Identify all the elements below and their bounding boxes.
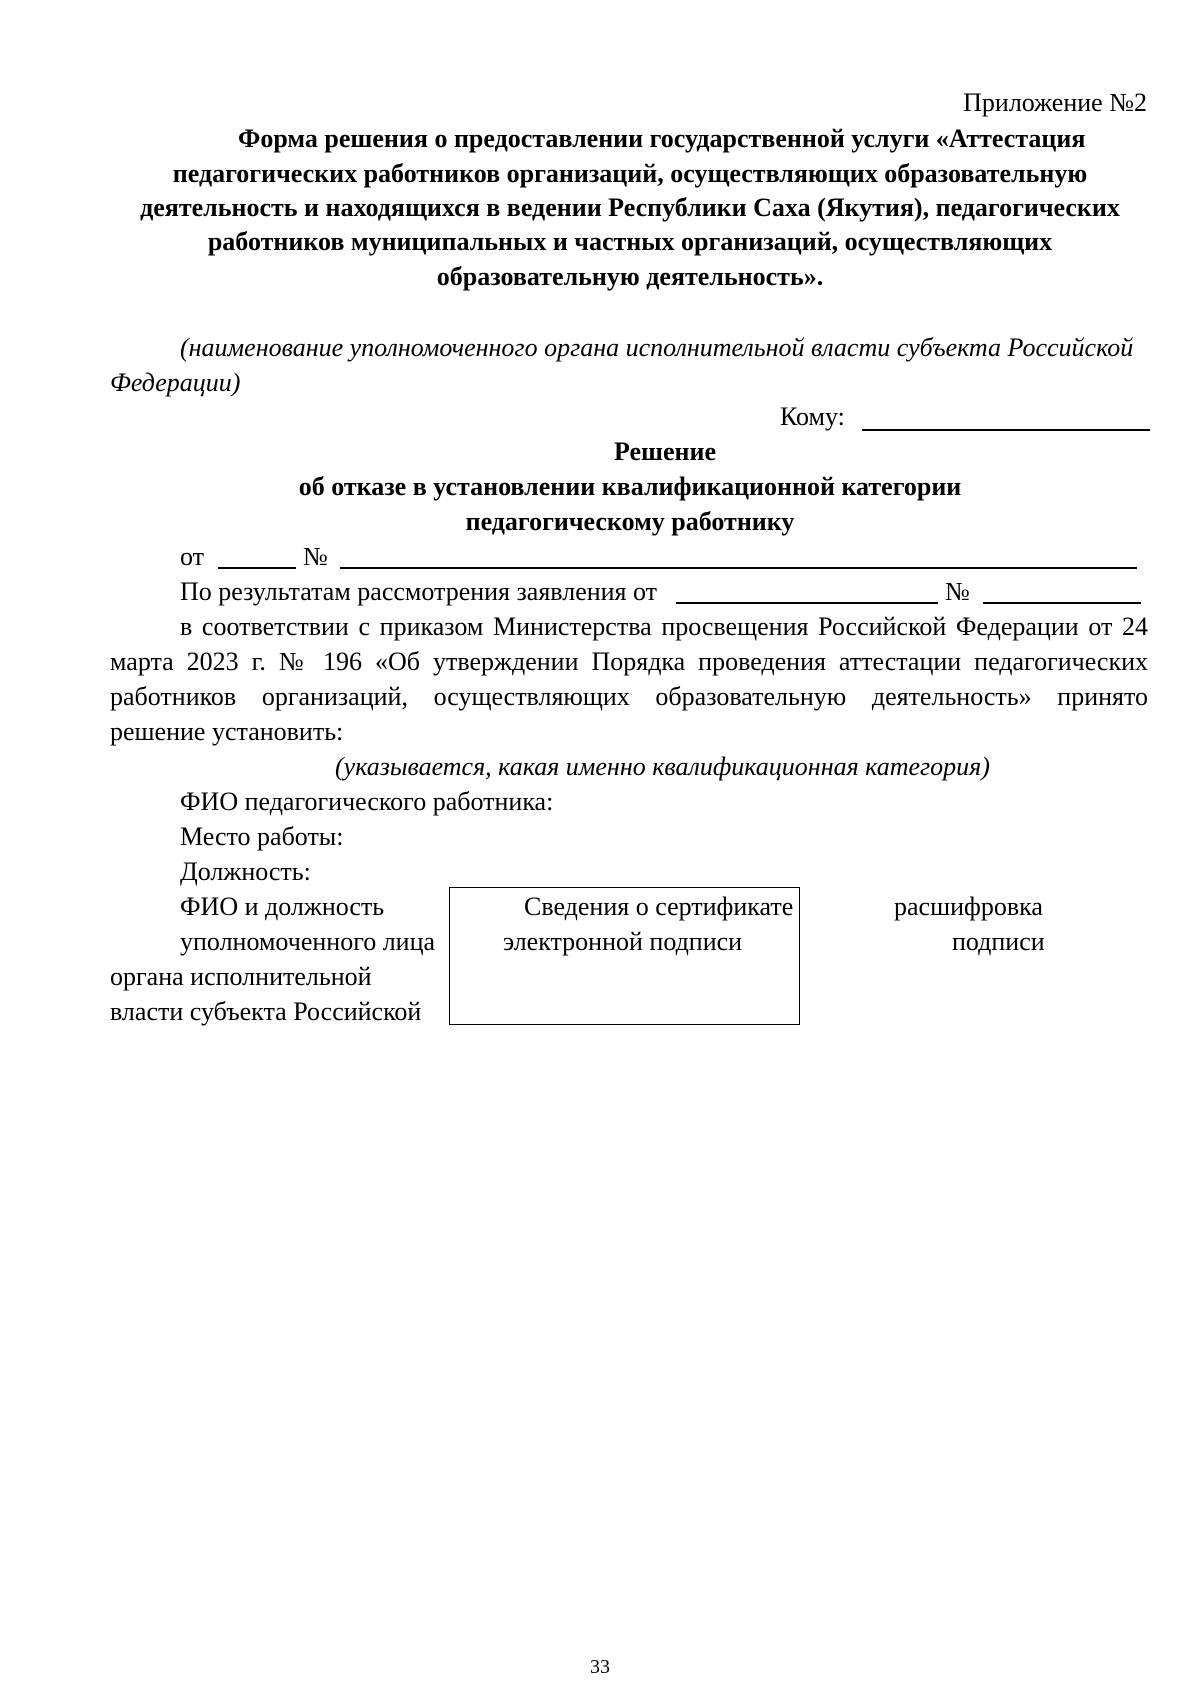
decision-number-sign: №	[303, 542, 328, 571]
decoding-label-line: подписи	[952, 927, 1045, 956]
form-title-line: образовательную деятельность».	[436, 262, 824, 291]
form-title-line: работников муниципальных и частных организаций, осуществляющих	[207, 227, 1053, 256]
official-label-line: органа исполнительной	[110, 962, 372, 991]
date-from-label: от	[180, 542, 205, 571]
form-title-line: Форма решения о предоставлении государственной услуги «Аттестация	[238, 124, 1086, 153]
body-paragraph-line: решение установить:	[110, 717, 344, 746]
application-date-field[interactable]	[676, 602, 938, 604]
body-paragraph-line: марта 2023 г. № 196 «Об утверждении Порядка проведения аттестации педагогических	[110, 647, 1148, 676]
decision-heading: Решение	[613, 437, 717, 466]
decision-subtitle: об отказе в установлении квалификационной категории	[298, 472, 962, 501]
decision-subtitle: педагогическому работнику	[465, 507, 795, 536]
to-label: Кому:	[780, 402, 845, 431]
to-field[interactable]	[862, 429, 1150, 431]
decoding-label-line: расшифровка	[894, 892, 1043, 921]
form-title-line: деятельность и находящихся в ведении Республики Саха (Якутия), педагогических	[140, 193, 1120, 222]
workplace-label: Место работы:	[180, 822, 344, 851]
body-paragraph-line: в соответствии с приказом Министерства просвещения Российской Федерации от 24	[180, 612, 1148, 641]
decision-number-field[interactable]	[340, 567, 1137, 569]
official-label-line: власти субъекта Российской	[110, 997, 422, 1026]
official-label-line: уполномоченного лица	[180, 927, 436, 956]
page-number: 33	[590, 1656, 610, 1678]
date-field[interactable]	[218, 567, 296, 569]
application-text: По результатам рассмотрения заявления от	[180, 577, 658, 606]
certificate-label-line: электронной подписи	[503, 927, 743, 956]
body-paragraph-line: работников организаций, осуществляющих образовательную деятельность» принято	[110, 682, 1148, 711]
employee-name-label: ФИО педагогического работника:	[180, 787, 554, 816]
certificate-label-line: Сведения о сертификате	[524, 892, 794, 921]
form-title-line: педагогических работников организаций, осуществляющих образовательную	[172, 159, 1088, 188]
application-number-field[interactable]	[983, 602, 1141, 604]
official-label-line: ФИО и должность	[180, 892, 385, 921]
position-label: Должность:	[180, 857, 311, 886]
authority-note: (наименование уполномоченного органа исполнительной власти субъекта Российской	[180, 333, 1134, 362]
application-number-sign: №	[945, 577, 970, 606]
category-note: (указывается, какая именно квалификационная категория)	[335, 752, 990, 781]
authority-note: Федерации)	[110, 368, 241, 397]
appendix-label: Приложение №2	[963, 88, 1147, 117]
